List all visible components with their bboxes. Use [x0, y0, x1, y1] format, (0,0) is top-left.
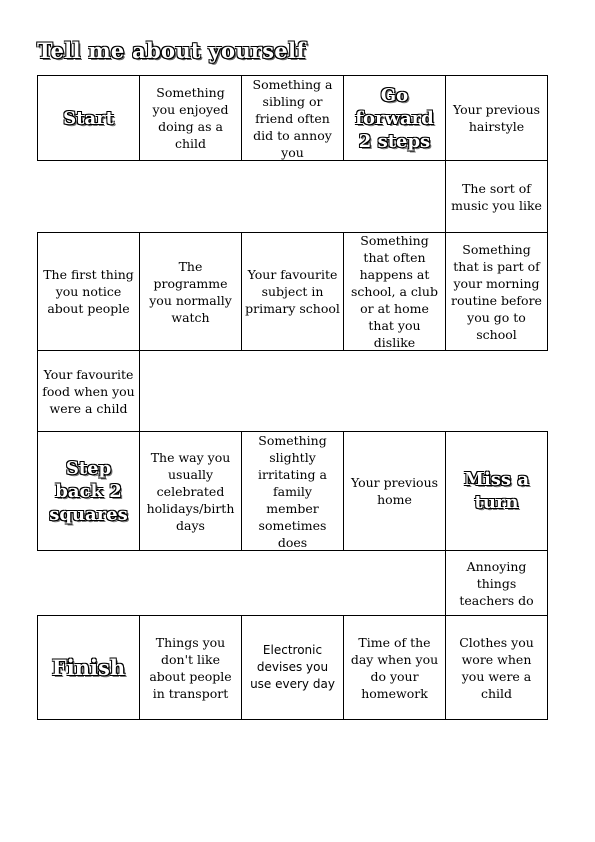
square-childhood-clothes: Clothes you wore when you were a child [445, 615, 548, 720]
square-family-irritation: Something slightly irritating a family member sometimes does [241, 431, 344, 551]
square-start: Start [37, 75, 140, 161]
square-previous-home: Your previous home [343, 431, 446, 551]
square-go-forward: Go forward 2 steps [343, 75, 446, 161]
square-favourite-food: Your favourite food when you were a child [37, 350, 140, 432]
square-dislike-at-school: Something that often happens at school, a club or at home that you dislike [343, 232, 446, 351]
square-step-back: Step back 2 squares [37, 431, 140, 551]
square-first-thing-noticed: The first thing you notice about people [37, 232, 140, 351]
square-miss-turn: Miss a turn [445, 431, 548, 551]
square-transport: Things you don't like about people in transport [139, 615, 242, 720]
square-sibling-annoyance: Something a sibling or friend often did to annoy you [241, 75, 344, 161]
square-previous-hairstyle: Your previous hairstyle [445, 75, 548, 161]
square-favourite-subject: Your favourite subject in primary school [241, 232, 344, 351]
square-morning-routine: Something that is part of your morning routine before you go to school [445, 232, 548, 351]
square-music: The sort of music you like [445, 160, 548, 233]
page-title: Tell me about yourself [37, 38, 306, 63]
square-childhood-enjoyment: Something you enjoyed doing as a child [139, 75, 242, 161]
square-electronic-devices: Electronic devises you use every day [241, 615, 344, 720]
square-homework-time: Time of the day when you do your homework [343, 615, 446, 720]
square-holidays: The way you usually celebrated holidays/birth days [139, 431, 242, 551]
square-finish: Finish [37, 615, 140, 720]
square-annoying-teachers: Annoying things teachers do [445, 550, 548, 616]
square-programme: The programme you normally watch [139, 232, 242, 351]
